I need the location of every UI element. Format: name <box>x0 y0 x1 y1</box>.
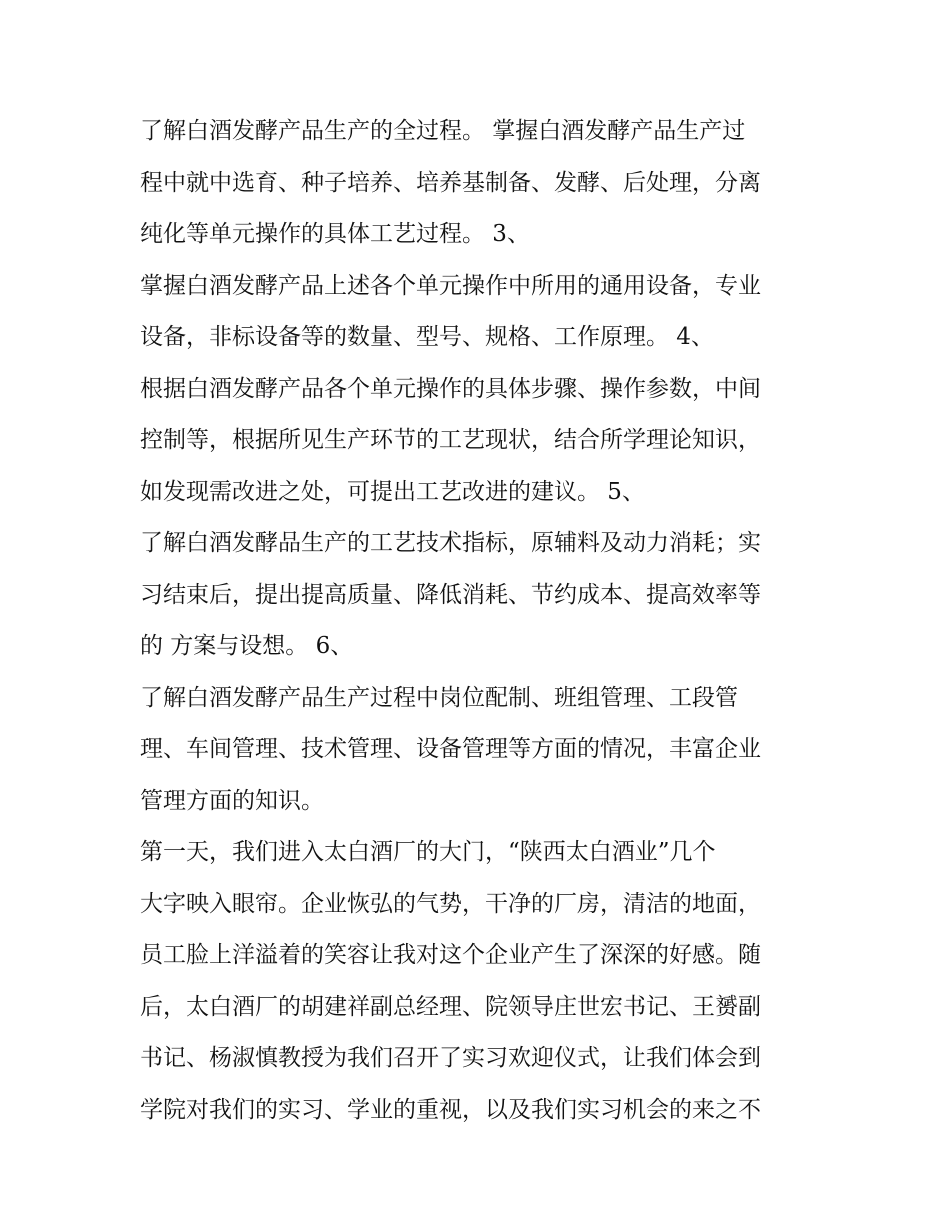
text-line: 纯化等单元操作的具体工艺过程。 3、 <box>140 221 530 247</box>
text-line: 掌握白酒发酵产品上述各个单元操作中所用的通用设备，专业 <box>140 272 761 299</box>
text-line: 根据白酒发酵产品各个单元操作的具体步骤、操作参数，中间 <box>140 375 761 402</box>
text-line: 管理方面的知识。 <box>140 787 324 814</box>
text-line: 如发现需改进之处，可提出工艺改进的建议。 5、 <box>140 478 645 505</box>
text-line: 第一天，我们进入太白酒厂的大门，“陕西太白酒业”几个 <box>140 839 716 865</box>
text-line: 的 方案与设想。 6、 <box>140 633 354 659</box>
text-line: 员工脸上洋溢着的笑容让我对这个企业产生了深深的好感。随 <box>140 942 761 968</box>
text-line: 了解白酒发酵产品生产过程中岗位配制、班组管理、工段管 <box>140 684 738 711</box>
text-line: 后，太白酒厂的胡建祥副总经理、院领导庄世宏书记、王赟副 <box>140 993 761 1020</box>
body-text <box>140 106 820 1136</box>
text-line: 习结束后，提出提高质量、降低消耗、节约成本、提高效率等 <box>140 581 761 608</box>
text-line: 理、车间管理、技术管理、设备管理等方面的情况，丰富企业 <box>140 736 761 762</box>
text-line: 设备，非标设备等的数量、型号、规格、工作原理。 4、 <box>140 324 714 350</box>
text-line: 控制等，根据所见生产环节的工艺现状，结合所学理论知识， <box>140 427 761 453</box>
text-line: 了解白酒发酵产品生产的全过程。 掌握白酒发酵产品生产过 <box>140 118 746 144</box>
text-line: 了解白酒发酵品生产的工艺技术指标，原辅料及动力消耗；实 <box>140 530 761 556</box>
text-line: 程中就中选育、种子培养、培养基制备、发酵、后处理，分离 <box>140 169 761 196</box>
text-line: 学院对我们的实习、学业的重视，以及我们实习机会的来之不 <box>140 1096 761 1123</box>
text-line: 大字映入眼帘。企业恢弘的气势，干净的厂房，清洁的地面， <box>140 890 761 917</box>
text-line: 书记、杨淑慎教授为我们召开了实习欢迎仪式，让我们体会到 <box>140 1045 761 1071</box>
